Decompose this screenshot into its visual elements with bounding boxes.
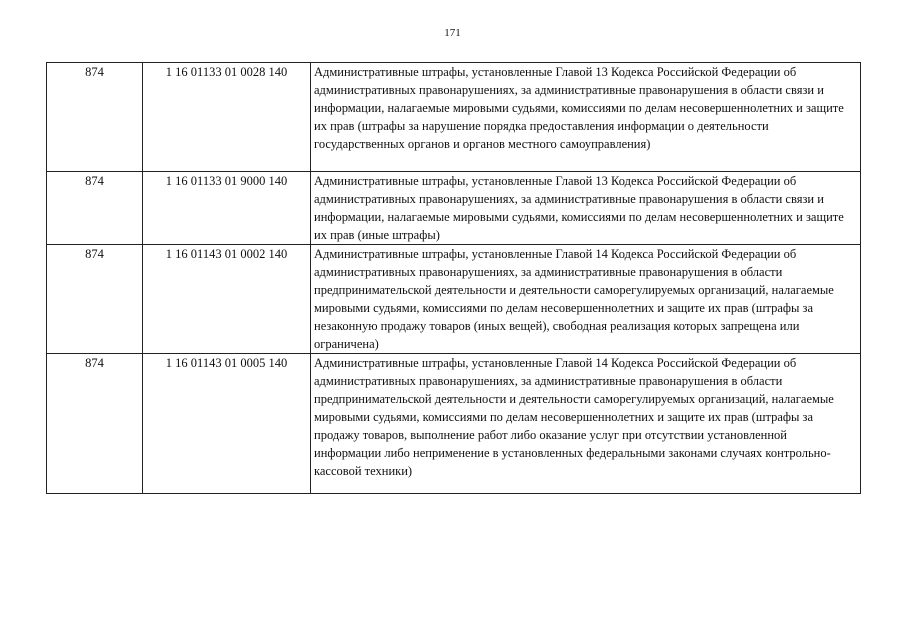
description-cell: Административные штрафы, установленные Главой 14 Кодекса Российской Федерации об административных правонарушениях, за административные правонарушения в области предпринимательской деятельности и деятельности саморегулируемых организаций, налагаемые мировыми судьями, комиссиями по делам несовершеннолетних и защите их прав (штрафы за продажу товаров, выполнение работ либо оказание услуг при отсутствии установленной информации либо неприменение в установленных федеральными законами случаях контрольно-кассовой техники) xyxy=(311,354,861,494)
description-cell: Административные штрафы, установленные Главой 13 Кодекса Российской Федерации об административных правонарушениях, за административные правонарушения в области связи и информации, налагаемые мировыми судьями, комиссиями по делам несовершеннолетних и защите их прав (штрафы за нарушение порядка предоставления информации о деятельности государственных органов и органов местного самоуправления) xyxy=(311,63,861,172)
page-number: 171 xyxy=(444,27,461,39)
admin-code-cell: 874 xyxy=(47,354,143,494)
table-row xyxy=(47,63,861,172)
kbk-code-cell: 1 16 01143 01 0005 140 xyxy=(143,354,311,494)
description-cell: Административные штрафы, установленные Главой 13 Кодекса Российской Федерации об административных правонарушениях, за административные правонарушения в области связи и информации, налагаемые мировыми судьями, комиссиями по делам несовершеннолетних и защите их прав (иные штрафы) xyxy=(311,172,861,245)
table-row xyxy=(47,245,861,354)
admin-code-cell: 874 xyxy=(47,245,143,354)
table-row xyxy=(47,172,861,245)
table-row xyxy=(47,354,861,494)
budget-code-table xyxy=(46,62,861,494)
kbk-code-cell: 1 16 01133 01 0028 140 xyxy=(143,63,311,172)
description-cell: Административные штрафы, установленные Главой 14 Кодекса Российской Федерации об административных правонарушениях, за административные правонарушения в области предпринимательской деятельности и деятельности саморегулируемых организаций, налагаемые мировыми судьями, комиссиями по делам несовершеннолетних и защите их прав (штрафы за незаконную продажу товаров (иных вещей), свободная реализация которых запрещена или ограничена) xyxy=(311,245,861,354)
kbk-code-cell: 1 16 01143 01 0002 140 xyxy=(143,245,311,354)
kbk-code-cell: 1 16 01133 01 9000 140 xyxy=(143,172,311,245)
admin-code-cell: 874 xyxy=(47,63,143,172)
admin-code-cell: 874 xyxy=(47,172,143,245)
